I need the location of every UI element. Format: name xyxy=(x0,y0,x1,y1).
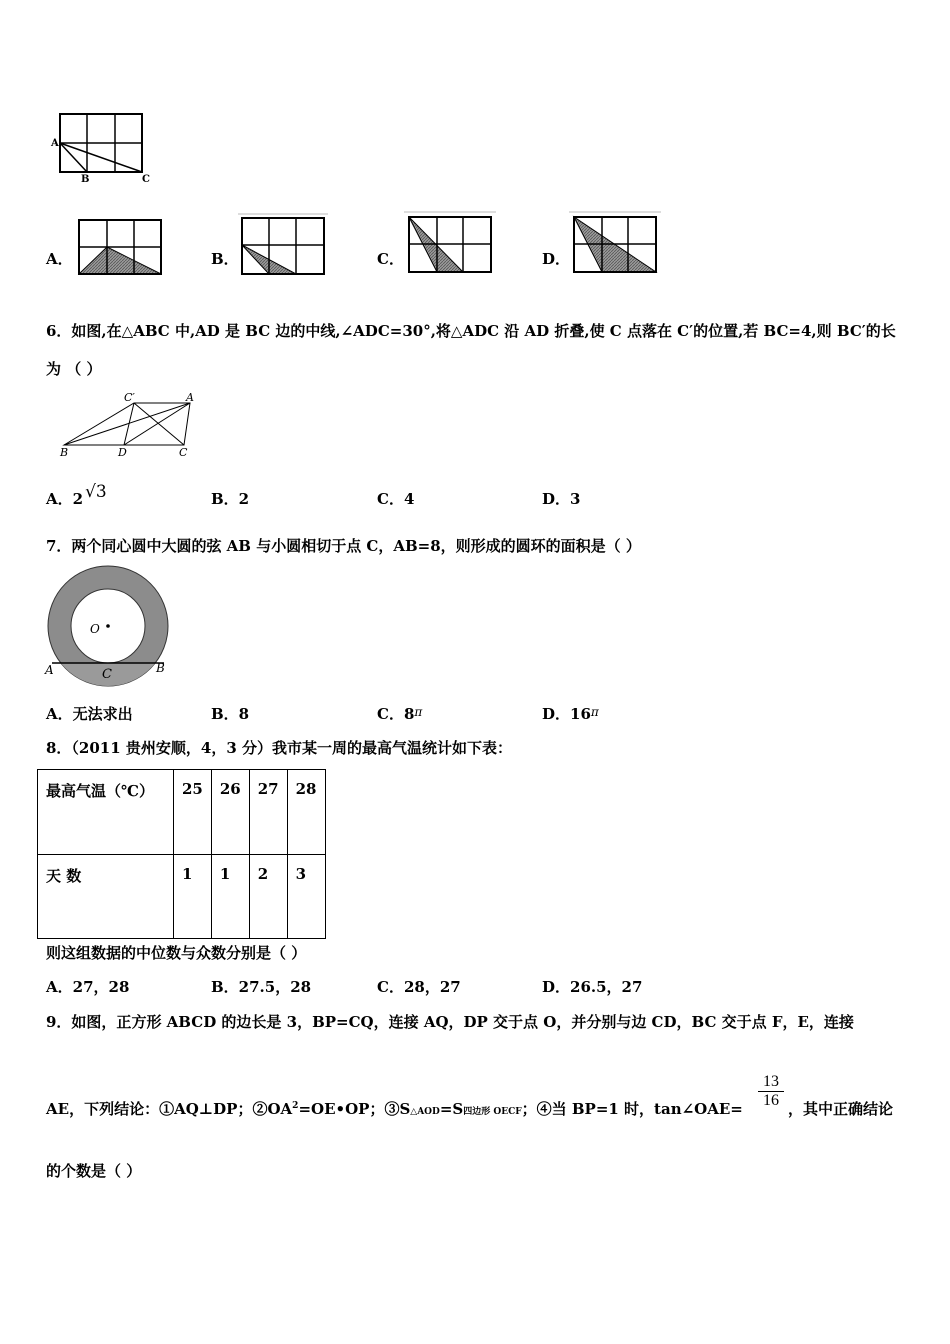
q7-annulus-figure xyxy=(40,564,175,688)
q9-stem-line2 xyxy=(46,1098,743,1119)
q7-label-o: O xyxy=(90,622,100,636)
q8-stem: 8．（2011 贵州安顺，4，3 分）我市某一周的最高气温统计如下表： xyxy=(46,739,513,757)
q7-option-d-pi: π xyxy=(590,705,599,719)
q7-option-b: B．8 xyxy=(211,705,250,723)
q9-line2-sub1: △AOD xyxy=(410,1107,440,1117)
q7-label-a: A xyxy=(45,663,54,677)
q9-fraction-denominator: 16 xyxy=(763,1092,779,1109)
q6-stem-line1: 6．如图,在△ABC 中,AD 是 BC 边的中线,∠ADC=30°,将△ADC 沿 AD 折叠,使 C 点落在 C′的位置,若 BC=4,则 BC′的长 xyxy=(46,322,896,340)
q8-temperature-table xyxy=(37,769,326,939)
q6-label-a: A xyxy=(186,391,194,404)
q7-label-c: C xyxy=(102,667,112,682)
q6-option-a-sqrt: √3 xyxy=(85,482,107,502)
q8-option-d: D．26.5，27 xyxy=(542,978,643,996)
q6-option-c: C．4 xyxy=(377,490,415,508)
q7-option-c-text: C．8 xyxy=(377,705,415,723)
q6-label-c: C xyxy=(179,446,188,459)
q7-stem: 7．两个同心圆中大圆的弦 AB 与小圆相切于点 C，AB=8，则形成的圆环的面积是（ ） xyxy=(46,537,641,555)
q5-option-d-figure xyxy=(569,210,661,278)
q8-option-c: C．28，27 xyxy=(377,978,461,996)
q8-row2-cell: 1 xyxy=(211,855,249,939)
q6-stem-line2: 为 （ ） xyxy=(46,360,102,378)
q9-fraction-numerator: 13 xyxy=(758,1073,784,1092)
q6-label-b: B xyxy=(60,446,69,459)
q6-label-d: D xyxy=(118,446,127,459)
q8-row1-cell: 25 xyxy=(174,770,212,855)
q8-row2-cell: 2 xyxy=(249,855,287,939)
q7-option-c-pi: π xyxy=(414,705,423,719)
q8-table-row-days xyxy=(38,855,326,939)
q5-main-figure xyxy=(45,108,170,184)
q8-row1-cell: 26 xyxy=(211,770,249,855)
q5-label-b: B xyxy=(81,174,90,184)
q7-option-d-text: D．16 xyxy=(542,705,591,723)
q8-row2-header: 天 数 xyxy=(38,855,174,939)
q5-option-b-figure xyxy=(238,212,328,278)
q9-line2-part-a: AE，下列结论：①AQ⊥DP；②OA xyxy=(46,1100,293,1118)
q9-line2-tail: ，其中正确结论 xyxy=(788,1100,894,1118)
q8-table-row-temp xyxy=(38,770,326,855)
q8-row1-header: 最高气温（℃） xyxy=(38,770,174,855)
q8-row1-cell: 27 xyxy=(249,770,287,855)
q9-line2-sup: 2 xyxy=(292,1101,299,1111)
q8-option-b: B．27.5，28 xyxy=(211,978,312,996)
q5-label-c: C xyxy=(142,174,150,184)
q8-row2-cell: 3 xyxy=(287,855,325,939)
q5-option-a: A． xyxy=(46,250,73,268)
q8-option-a: A．27，28 xyxy=(46,978,130,996)
q5-option-c-figure xyxy=(404,210,496,278)
q8-row2-cell: 1 xyxy=(174,855,212,939)
q7-option-c xyxy=(377,703,422,724)
q6-option-a xyxy=(46,482,107,509)
q9-stem-line1: 9．如图，正方形 ABCD 的边长是 3，BP=CQ，连接 AQ，DP 交于点 O，并分别与边 CD，BC 交于点 F，E，连接 xyxy=(46,1013,854,1031)
q5-option-b: B． xyxy=(211,250,239,268)
q6-figure xyxy=(52,390,204,462)
q5-option-a-figure xyxy=(77,216,163,278)
q9-line2-sub2: 四边形 OECF xyxy=(463,1107,522,1117)
q9-line2-part-c: =S xyxy=(439,1100,464,1118)
q7-label-b: B xyxy=(156,661,165,675)
q5-option-c: C． xyxy=(377,250,404,268)
q9-stem-line3: 的个数是（ ） xyxy=(46,1162,142,1180)
q5-option-d: D． xyxy=(542,250,571,268)
q6-option-d: D．3 xyxy=(542,490,581,508)
q8-question: 则这组数据的中位数与众数分别是（ ） xyxy=(46,944,307,962)
q8-row1-cell: 28 xyxy=(287,770,325,855)
q6-option-b: B．2 xyxy=(211,490,250,508)
q7-option-d xyxy=(542,703,599,724)
q9-fraction xyxy=(758,1073,784,1110)
q6-label-cprime: C′ xyxy=(124,391,135,404)
q9-line2-part-d: ；④当 BP=1 时，tan∠OAE= xyxy=(521,1100,743,1118)
q7-option-a: A．无法求出 xyxy=(46,705,133,723)
q9-line2-part-b: =OE•OP；③S xyxy=(298,1100,411,1118)
q5-label-a: A xyxy=(51,138,59,149)
q6-option-a-text: A．2 xyxy=(46,490,84,508)
